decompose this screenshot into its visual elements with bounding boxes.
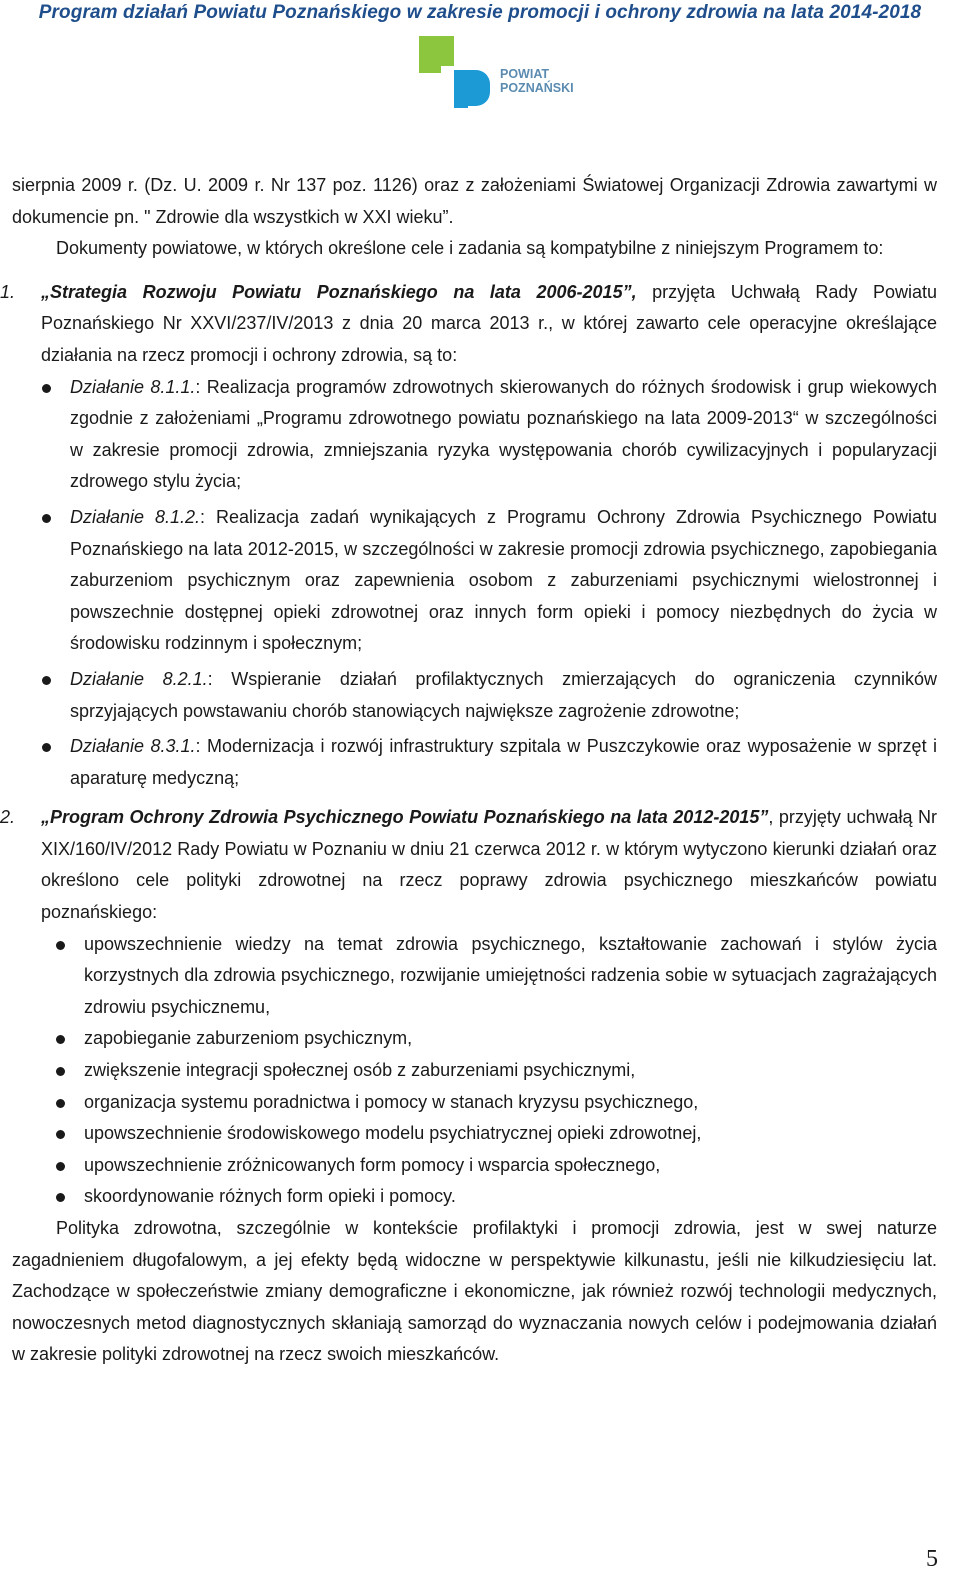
action-label: Działanie 8.1.1. [70, 376, 196, 397]
list-number: 1. [0, 281, 16, 302]
goal-bullet [12, 1055, 937, 1087]
logo-blue-shape [454, 70, 490, 106]
bullet-icon [42, 743, 51, 752]
goal-text: zwiększenie integracji społecznej osób z zaburzeniami psychicznymi, [84, 1060, 636, 1081]
action-text: : Realizacja programów zdrowotnych skierowanych do różnych środowisk i grup wiekowych zgodnie z założeniami „Programu zdrowotnego powiatu poznańskiego na lata 2009-2013“ w szczególności w zakresie promocji zdrowia, zmniejszania ryzyka występowania chorób cywilizacyjnych i popularyzacji zdrowego stylu życia; [70, 376, 937, 492]
page-number: 5 [926, 1546, 938, 1572]
goal-bullet [12, 929, 937, 1024]
bullet-icon [56, 1035, 65, 1044]
action-label: Działanie 8.3.1. [70, 736, 196, 757]
bullet-icon [56, 1067, 65, 1076]
action-text: : Realizacja zadań wynikających z Programu Ochrony Zdrowia Psychicznego Powiatu Poznańskiego na lata 2012-2015, w szczególności w zakresie promocji zdrowia psychicznego, zapobiegania zaburzeniom psychicznym oraz zapewnienia osobom z zaburzeniami psychicznymi wielostronnej i powszechnie dostępnej opieki zdrowotnej oraz innych form opieki i pomocy niezbędnych do życia w środowisku rodzinnym i społecznym; [70, 506, 938, 654]
bullet-item [12, 372, 937, 498]
action-label: Działanie 8.1.2. [70, 506, 201, 527]
intro-text-2: Dokumenty powiatowe, w których określone cele i zadania są kompatybilne z niniejszym Programem to: [56, 238, 884, 259]
logo-line-2: POZNAŃSKI [500, 81, 574, 95]
logo-line-1: POWIAT [500, 67, 550, 81]
item-1-text [41, 277, 937, 372]
goal-text: zapobieganie zaburzeniom psychicznym, [84, 1028, 413, 1049]
item-2-body: , przyjęty uchwałą Nr XIX/160/IV/2012 Rady Powiatu w Poznaniu w dniu 21 czerwca 2012 r. w którym wytyczono kierunki działań oraz określono cele polityki zdrowotnej na rzecz poprawy zdrowia psychicznego mieszkańców powiatu poznańskiego: [41, 807, 938, 923]
bullet-icon [42, 514, 51, 523]
goal-text: upowszechnienie wiedzy na temat zdrowia psychicznego, kształtowanie zachowań i stylów życia korzystnych dla zdrowia psychicznego, rozwijanie umiejętności radzenia sobie w sytuacjach zagrażających zdrowiu psychicznemu, [84, 933, 937, 1017]
bullet-item [12, 664, 937, 727]
bullet-icon [56, 1193, 65, 1202]
bullet-icon [42, 384, 51, 393]
goal-text: organizacja systemu poradnictwa i pomocy w stanach kryzysu psychicznego, [84, 1091, 699, 1112]
item-1-title: „Strategia Rozwoju Powiatu Poznańskiego na lata 2006-2015”, [41, 281, 637, 302]
bullet-icon [56, 941, 65, 950]
action-text: : Modernizacja i rozwój infrastruktury szpitala w Puszczykowie oraz wyposażenie w sprzęt i aparaturę medyczną; [70, 736, 937, 788]
goal-bullet [12, 1118, 937, 1150]
goal-text: upowszechnienie zróżnicowanych form pomocy i wsparcia społecznego, [84, 1154, 661, 1175]
action-text: : Wspieranie działań profilaktycznych zmierzających do ograniczenia czynników sprzyjających powstawaniu chorób stanowiących największe zagrożenie zdrowotne; [70, 668, 937, 721]
action-label: Działanie 8.2.1. [70, 668, 208, 689]
page-header-title: Program działań Powiatu Poznańskiego w zakresie promocji i ochrony zdrowia na lata 2014-2018 [38, 2, 922, 23]
item-2-text [41, 802, 937, 928]
list-item-2 [0, 802, 938, 928]
intro-paragraph-2 [0, 233, 937, 265]
closing-paragraph: Polityka zdrowotna, szczególnie w kontekście profilaktyki i promocji zdrowia, jest w swej naturze zagadnieniem długofalowym, a jej efekty będą widoczne w perspektywie kilkunastu, jeśli nie kilkudziesięciu lat. Zachodzące w społeczeństwie zmiany demograficzne i ekonomiczne, jak również rozwój technologii medycznych, nowoczesnych metod diagnostycznych skłaniają samorząd do wyznaczania nowych celów i podejmowania działań w zakresie polityki zdrowotnej na rzecz swoich mieszkańców. [12, 1218, 937, 1365]
bullet-item [12, 502, 937, 660]
goal-text: upowszechnienie środowiskowego modelu psychiatrycznej opieki zdrowotnej, [84, 1123, 702, 1144]
item-1-body: przyjęta Uchwałą Rady Powiatu Poznańskiego Nr XXVI/237/IV/2013 z dnia 20 marca 2013 r., w której zawarto cele operacyjne określające działania na rzecz promocji i ochrony zdrowia, są to: [41, 281, 937, 365]
document-body [0, 170, 938, 1371]
bullet-icon [56, 1130, 65, 1139]
bullet-item [12, 731, 937, 794]
goal-bullet [12, 1181, 937, 1213]
goal-text: skoordynowanie różnych form opieki i pomocy. [84, 1186, 456, 1207]
goal-bullet [12, 1023, 937, 1055]
powiat-poznanski-logo [419, 36, 589, 108]
intro-paragraph: sierpnia 2009 r. (Dz. U. 2009 r. Nr 137 poz. 1126) oraz z założeniami Światowej Organizacji Zdrowia zawartymi w dokumencie pn. " Zdrowie dla wszystkich w XXI wieku”. [12, 175, 937, 227]
logo-text [500, 67, 574, 95]
goal-bullet [12, 1087, 937, 1119]
logo-blue-stem [454, 102, 468, 108]
bullet-icon [56, 1099, 65, 1108]
item-2-title: „Program Ochrony Zdrowia Psychicznego Powiatu Poznańskiego na lata 2012-2015” [41, 807, 769, 828]
list-item-1 [0, 277, 937, 372]
bullet-icon [42, 676, 51, 685]
list-number: 2. [0, 807, 16, 828]
bullet-icon [56, 1162, 65, 1171]
goal-bullet [12, 1150, 937, 1182]
